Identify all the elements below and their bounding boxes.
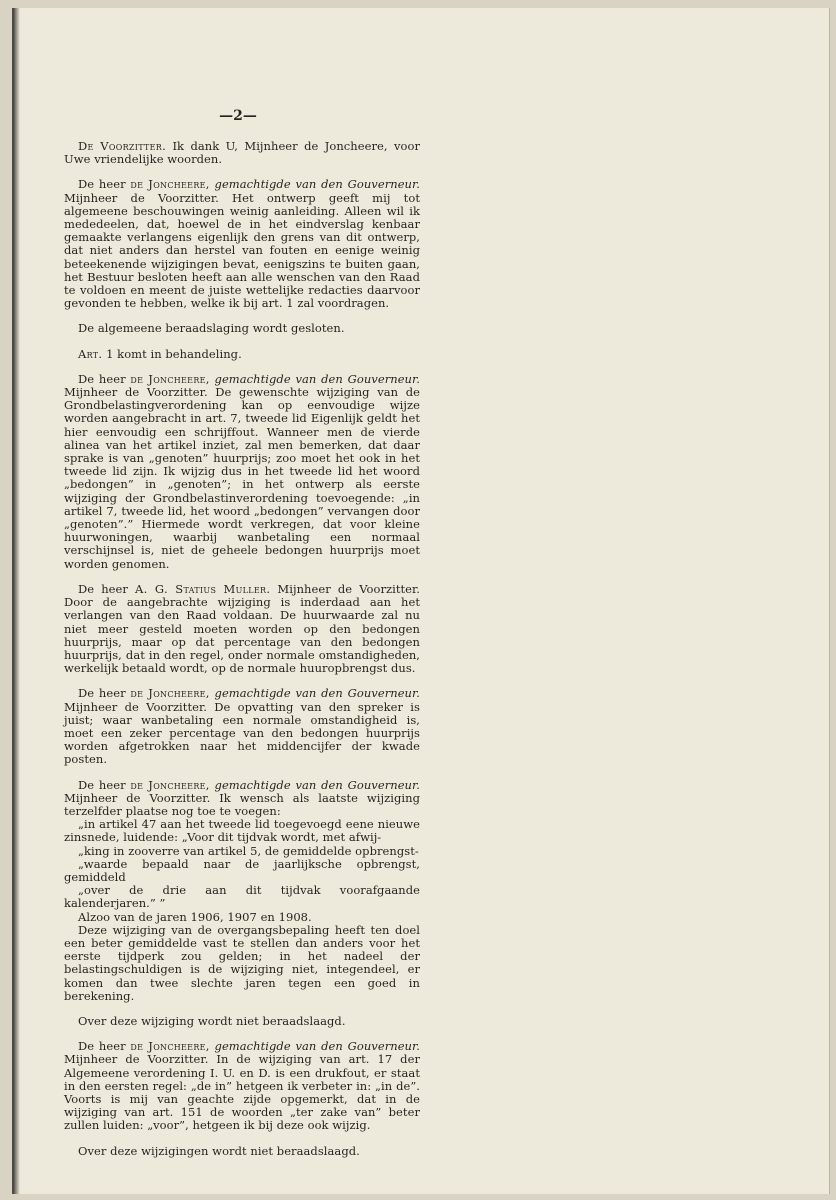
quote-line: Alzoo van de jaren 1906, 1907 en 1908. <box>78 909 312 924</box>
paragraph-overgangsbepaling <box>64 924 420 1003</box>
page-number: —2— <box>219 108 257 124</box>
quote-line: „king in zooverre van artikel 5, de gemiddelde opbrengst- <box>78 843 419 858</box>
statement: Over deze wijzigingen wordt niet beraadslaagd. <box>78 1143 360 1158</box>
paragraph-art-1 <box>64 348 420 361</box>
prefix: De heer <box>78 581 128 596</box>
paragraph-beraadslaging-gesloten <box>64 322 420 335</box>
statement: Over deze wijziging wordt niet beraadslaagd. <box>78 1013 346 1028</box>
speech: Ik dank U, Mijnheer de Joncheere, voor Uwe vriendelijke woorden. <box>64 139 420 167</box>
prefix: De heer <box>78 777 126 792</box>
paragraph-joncheere-2 <box>64 373 420 571</box>
document-page <box>12 8 830 1194</box>
paragraph-joncheere-1 <box>64 178 420 310</box>
speech: Mijnheer de Voorzitter. De opvatting van den spreker is juist; waar wanbetaling een normale omstandigheid is, moet een zeker percentage van den bedongen huurprijs worden afgetrokken naar het middencijfer der kwade posten. <box>64 699 420 767</box>
speaker: De Voorzitter. <box>78 139 167 153</box>
speech: Mijnheer de Voorzitter. De gewenschte wijziging van de Grondbelastingverordening kan op eenvoudige wijze worden aangebracht in art. 7, tweede lid Eigenlijk geldt het hier eenvoudig een schrijffout. Wanneer men de vierde alinea van het artikel inziet, zal men bemerken, dat daar sprake is van „genoten” huurprijs; zoo moet het ook in het tweede lid zijn. Ik wijzig dus in het tweede lid het woord „bedongen” in „genoten”; in het ontwerp als eerste wijziging der Grondbelastinverordening toevoegende: „in artikel 7, tweede lid, het woord „bedongen” vervangen door „genoten”.” Hiermede wordt verkregen, dat voor kleine huurwoningen, waarbij wanbetaling een normaal verschijnsel is, niet de geheele bedongen huurprijs moet worden genomen. <box>64 385 420 571</box>
paragraph-niet-beraadslaagd-1 <box>64 1015 420 1028</box>
prefix: De heer <box>78 686 126 701</box>
prefix: De heer <box>78 371 126 386</box>
quote-line: „in artikel 47 aan het tweede lid toegevoegd eene nieuwe zinsnede, luidende: „Voor dit tijdvak wordt, met afwij- <box>64 817 420 845</box>
paragraph-joncheere-5 <box>64 1040 420 1132</box>
faint-watermark <box>514 108 774 248</box>
speech: Mijnheer de Voorzitter. Het ontwerp geeft mij tot algemeene beschouwingen weinig aanleiding. Alleen wil ik mededeelen, dat, hoewel de in het eindverslag kenbaar gemaakte verlangens eigenlijk den grens van dit ontwerp, dat niet anders dan herstel van fouten en eenige weinig beteekenende wijzigingen bevat, eenigszins te buiten gaan, het Bestuur besloten heeft aan alle wenschen van den Raad te voldoen en meent de juiste wettelijke redacties daarvoor gevonden te hebben, welke ik bij art. 1 zal voordragen. <box>64 190 420 311</box>
speaker: de Joncheere, <box>130 777 210 792</box>
text-column <box>64 140 420 1170</box>
speaker: A. G. Statius Muller. <box>135 581 271 596</box>
paragraph-joncheere-3 <box>64 687 420 766</box>
article-label: Art. <box>78 346 103 361</box>
binding-edge <box>14 8 20 1194</box>
role: gemachtigde van den Gouverneur. <box>214 371 421 386</box>
statement: De algemeene beraadslaging wordt gesloten. <box>78 321 345 336</box>
speech: Mijnheer de Voorzitter. In de wijziging van art. 17 der Algemeene verordening I. U. en D. is een drukfout, er staat in den eersten regel: „de in” hetgeen ik verbeter in: „in de”. Voorts is mij van geachte zijde opgemerkt, dat in de wijziging van art. 151 de woorden „ter zake van” beter zullen luiden: „voor”, hetgeen ik bij deze ook wijzig. <box>64 1052 420 1133</box>
speech: Mijnheer de Voorzitter. Door de aangebrachte wijziging is inderdaad aan het verlangen van den Raad voldaan. De huurwaarde zal nu niet meer gesteld moeten worden op den bedongen huurprijs, maar op dat percentage van den bedongen huurprijs, dat in den regel, onder normale omstandigheden, werkelijk betaald wordt, op de normale huuropbrengst dus. <box>64 581 421 676</box>
quote-line: „over de drie aan dit tijdvak voorafgaande kalenderjaren.” ” <box>64 883 420 911</box>
prefix: De heer <box>78 1039 126 1054</box>
speaker: de Joncheere, <box>130 177 210 192</box>
paragraph-voorzitter <box>64 140 420 166</box>
paragraph-statius-muller <box>64 583 420 675</box>
speaker: de Joncheere, <box>130 1039 210 1054</box>
statement: 1 komt in behandeling. <box>106 346 242 361</box>
speech: Mijnheer de Voorzitter. Ik wensch als laatste wijziging terzelfder plaatse nog toe te voegen: <box>64 790 420 818</box>
speech: Deze wijziging van de overgangsbepaling heeft ten doel een beter gemiddelde vast te stellen dan anders voor het eerste tijdperk zou gelden; in het nadeel der belastingschuldigen is de wijziging niet, integendeel, er komen dan twee slechte jaren tegen een goed in berekening. <box>64 922 420 1003</box>
role: gemachtigde van den Gouverneur. <box>214 686 421 701</box>
quote-line: „waarde bepaald naar de jaarlijksche opbrengst, gemiddeld <box>64 856 420 884</box>
paragraph-niet-beraadslaagd-2 <box>64 1145 420 1158</box>
role: gemachtigde van den Gouverneur. <box>214 777 421 792</box>
paragraph-joncheere-4 <box>64 779 420 819</box>
speaker: de Joncheere, <box>130 371 210 386</box>
prefix: De heer <box>78 177 126 192</box>
role: gemachtigde van den Gouverneur. <box>214 1039 421 1054</box>
role: gemachtigde van den Gouverneur. <box>214 177 421 192</box>
speaker: de Joncheere, <box>130 686 210 701</box>
